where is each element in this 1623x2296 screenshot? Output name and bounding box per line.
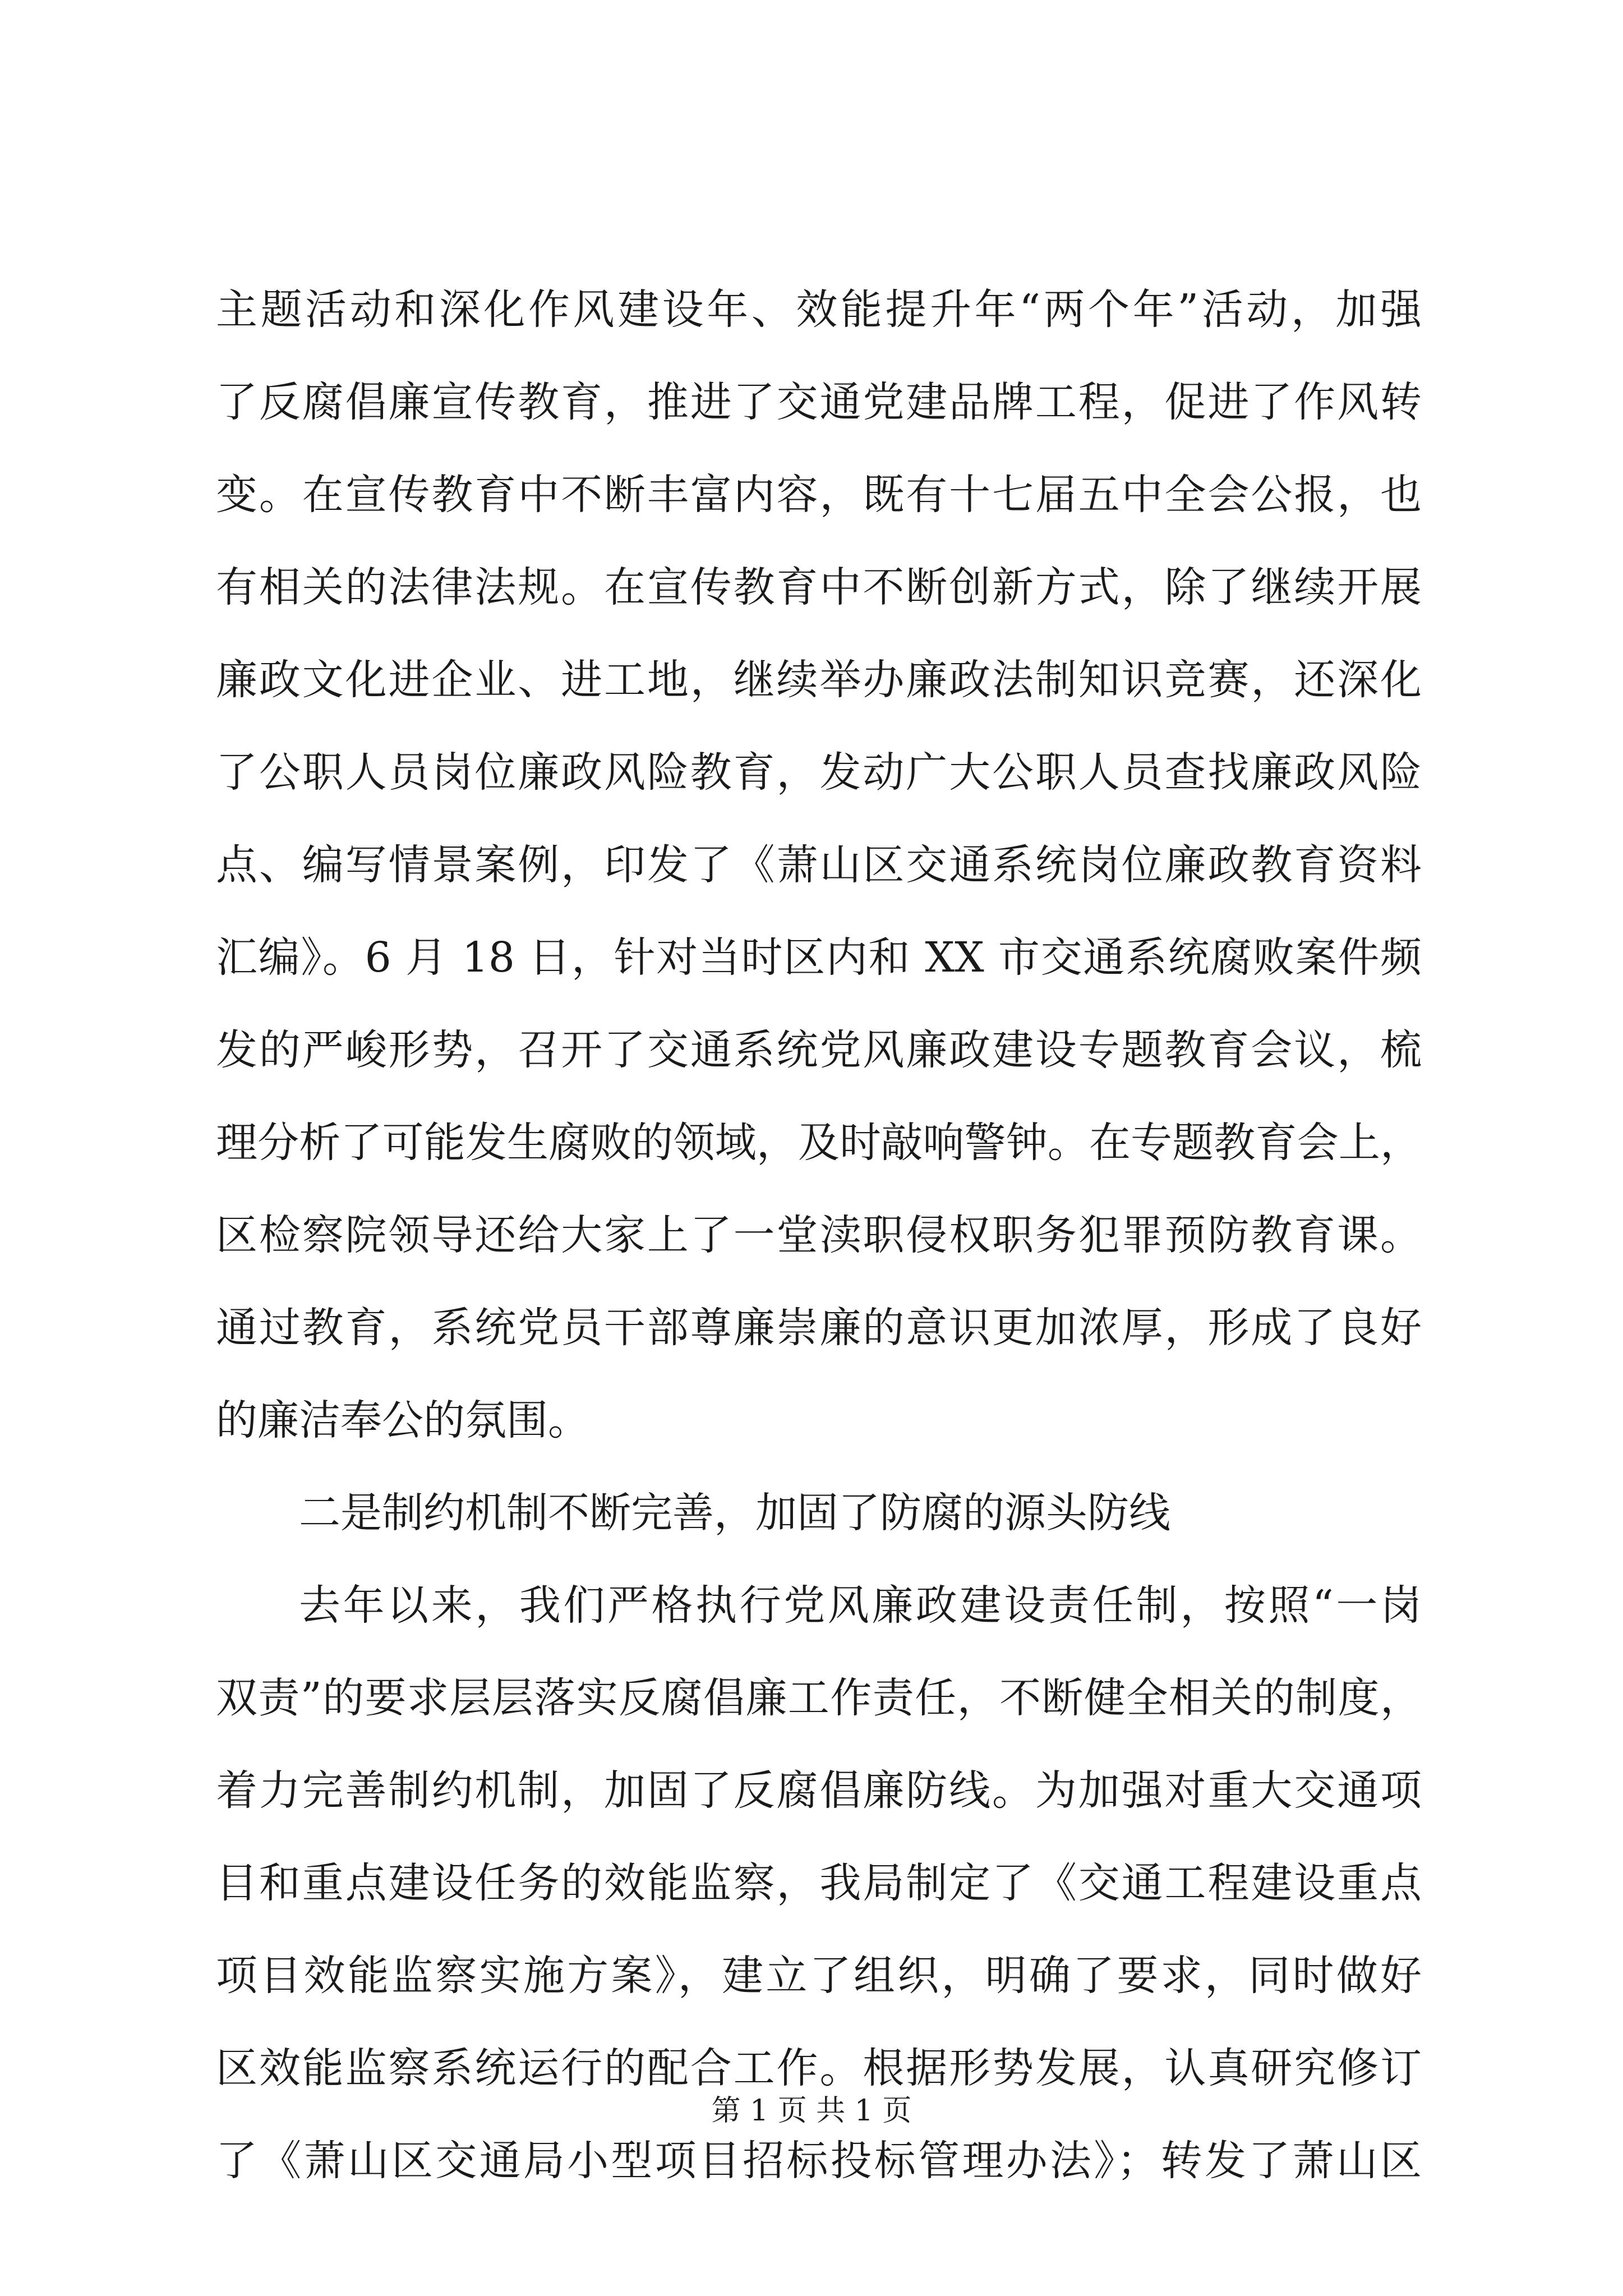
page-number: 第 1 页 共 1 页: [711, 2094, 912, 2128]
text-line: 区效能监察系统运行的配合工作。根据形势发展，认真研究修订: [216, 2044, 1422, 2092]
text-line: 的廉洁奉公的氛围。: [216, 1396, 589, 1444]
text-line: 主题活动和深化作风建设年、效能提升年“两个年”活动，加强: [216, 286, 1422, 334]
text-line: 双责”的要求层层落实反腐倡廉工作责任，不断健全相关的制度，: [216, 1674, 1422, 1722]
text-line: 了《萧山区交通局小型项目招标投标管理办法》；转发了萧山区: [216, 2137, 1422, 2185]
text-line: 汇编》。6 月 18 日，针对当时区内和 XX 市交通系统腐败案件频: [216, 933, 1422, 982]
text-line: 目和重点建设任务的效能监察，我局制定了《交通工程建设重点: [216, 1859, 1422, 1907]
text-line: 通过教育，系统党员干部尊廉崇廉的意识更加浓厚，形成了良好: [216, 1304, 1422, 1352]
text-line: 了反腐倡廉宣传教育，推进了交通党建品牌工程，促进了作风转: [216, 378, 1422, 426]
text-line: 理分析了可能发生腐败的领域，及时敲响警钟。在专题教育会上，: [216, 1119, 1422, 1167]
text-line: 了公职人员岗位廉政风险教育，发动广大公职人员查找廉政风险: [216, 748, 1422, 797]
page-footer: [0, 2087, 1623, 2129]
document-body: [216, 264, 1422, 2207]
text-line: 点、编写情景案例，印发了《萧山区交通系统岗位廉政教育资料: [216, 841, 1422, 889]
section-heading: 二是制约机制不断完善，加固了防腐的源头防线: [299, 1489, 1170, 1537]
text-line: 项目效能监察实施方案》，建立了组织，明确了要求，同时做好: [216, 1952, 1422, 2000]
text-line: 着力完善制约机制，加固了反腐倡廉防线。为加强对重大交通项: [216, 1766, 1422, 1815]
text-line: 变。在宣传教育中不断丰富内容，既有十七届五中全会公报，也: [216, 471, 1422, 519]
text-line: 发的严峻形势，召开了交通系统党风廉政建设专题教育会议，梳: [216, 1026, 1422, 1074]
text-line: 去年以来，我们严格执行党风廉政建设责任制，按照“一岗: [299, 1581, 1422, 1630]
text-line: 廉政文化进企业、进工地，继续举办廉政法制知识竞赛，还深化: [216, 656, 1422, 704]
text-line: 区检察院领导还给大家上了一堂渎职侵权职务犯罪预防教育课。: [216, 1211, 1422, 1259]
text-line: 有相关的法律法规。在宣传教育中不断创新方式，除了继续开展: [216, 563, 1422, 611]
